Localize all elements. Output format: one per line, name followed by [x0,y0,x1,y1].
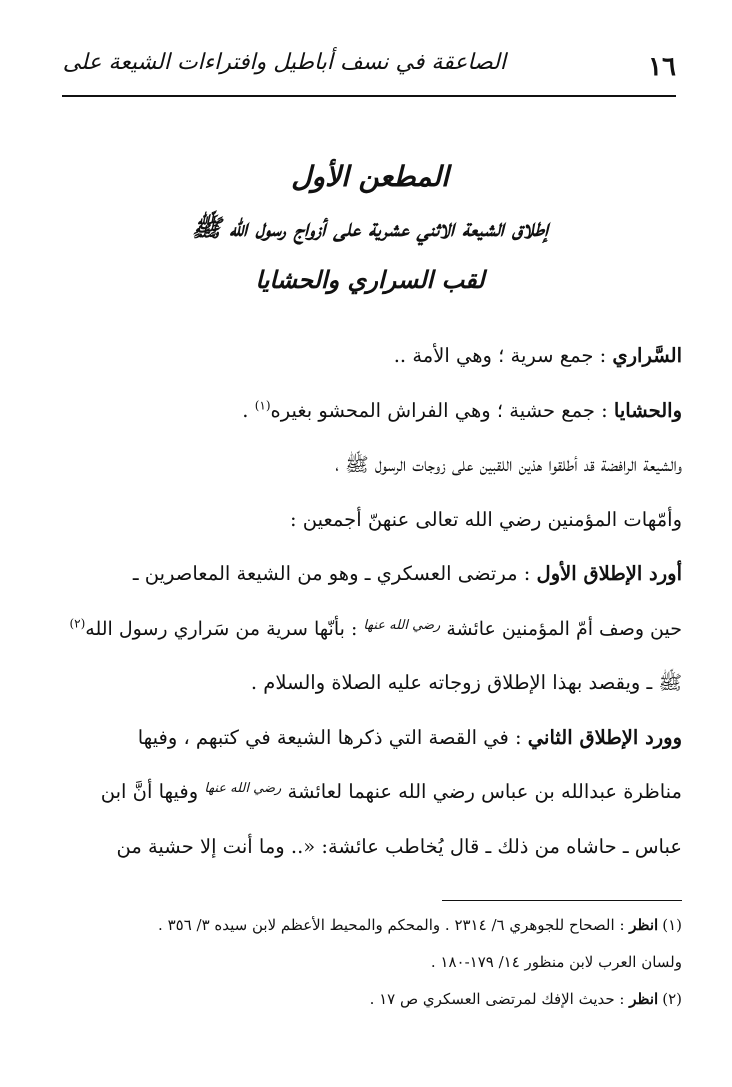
running-title: الصاعقة في نسف أباطيل وافتراءات الشيعة على [62,50,506,75]
chapter-subtitle-2: لقب السراري والحشايا [255,265,485,294]
footnote-1-marker: (١) [662,916,682,934]
definition-hashaya-end: . [242,398,249,422]
chapter-subtitle-1: إطلاق الشيعة الاثني عشرية على أزواج رسول الله ﷺ [191,213,549,242]
paragraph-hashaya [62,395,682,450]
first-usage-text-2b: : بأنّها سرية من سَراري رسول الله [85,617,358,640]
first-usage-text-1: : مرتضى العسكري ـ وهو من الشيعة المعاصرين ـ [132,562,531,585]
footnote-2-line-1 [62,986,682,1023]
paragraph-rafida-text-1: والشيعة الرافضة قد أطلقوا هذين اللقبين على زوجات الرسول ﷺ ، [335,453,682,476]
footnote-1-label: انظر [629,916,659,934]
paragraph-first-usage-line-3 [62,667,682,722]
first-usage-text-3: ـ ويقصد بهذا الإطلاق زوجاته عليه الصلاة والسلام . [250,671,653,694]
honorific-aisha-1: رضي الله عنها [363,617,441,633]
header-rule [62,95,676,97]
page-number: ١٦ [648,52,676,82]
honorific-prophet: ﷺ [658,671,682,694]
term-second-usage: وورد الإطلاق الثاني [527,725,682,749]
second-usage-text-1: : في القصة التي ذكرها الشيعة في كتبهم ، وفيها [137,725,522,749]
footnotes [62,912,682,1023]
footnote-1-text-1: : الصحاح للجوهري ٦/ ٢٣١٤ . والمحكم والمحيط الأعظم لابن سيده ٣/ ٣٥٦ . [158,916,625,934]
paragraph-first-usage-line-2 [62,613,682,668]
second-usage-text-2a: مناظرة عبدالله بن عباس رضي الله عنهما لعائشة [287,780,682,803]
paragraph-rafida-line-2 [62,504,682,559]
page-header [62,44,676,92]
footnote-2-marker: (٢) [662,990,682,1008]
term-hashaya: والحشايا [613,398,682,422]
footnote-2-label: انظر [629,990,659,1008]
chapter-title: المطعن الأول [291,160,449,193]
paragraph-sarari [62,340,682,395]
first-usage-text-2a: حين وصف أمّ المؤمنين عائشة [446,617,682,640]
paragraph-rafida-line-1 [62,449,682,504]
second-usage-text-3: عباس ـ حاشاه من ذلك ـ قال يُخاطب عائشة: «.. وما أنت إلا حشية من [116,834,682,858]
footnote-2-text-1: : حديث الإفك لمرتضى العسكري ص ١٧ . [369,990,625,1008]
footnote-ref-2: (٢) [69,616,86,631]
term-sarari: السَّراري [612,344,682,367]
footnote-1-text-2: ولسان العرب لابن منظور ١٤/ ١٧٩-١٨٠ . [430,953,682,971]
definition-hashaya: : جمع حشية ؛ وهي الفراش المحشو بغيره [270,398,608,422]
body-text [62,340,682,885]
footnote-1-line-2 [62,949,682,986]
chapter-heading [120,152,620,306]
footnote-ref-1: (١) [254,398,271,412]
definition-sarari: : جمع سرية ؛ وهي الأمة .. [393,344,607,367]
paragraph-first-usage-line-1 [62,558,682,613]
paragraph-rafida-text-2: وأمّهات المؤمنين رضي الله تعالى عنهنّ أجمعين : [290,507,682,531]
paragraph-second-usage-line-2 [62,776,682,831]
paragraph-second-usage-line-3 [62,831,682,886]
second-usage-text-2b: وفيها أنَّ ابن [100,780,199,803]
honorific-aisha-2: رضي الله عنها [204,781,282,796]
term-first-usage: أورد الإطلاق الأول [536,562,682,585]
footnote-1-line-1 [62,912,682,949]
paragraph-second-usage-line-1 [62,722,682,777]
footnote-rule [442,900,682,901]
